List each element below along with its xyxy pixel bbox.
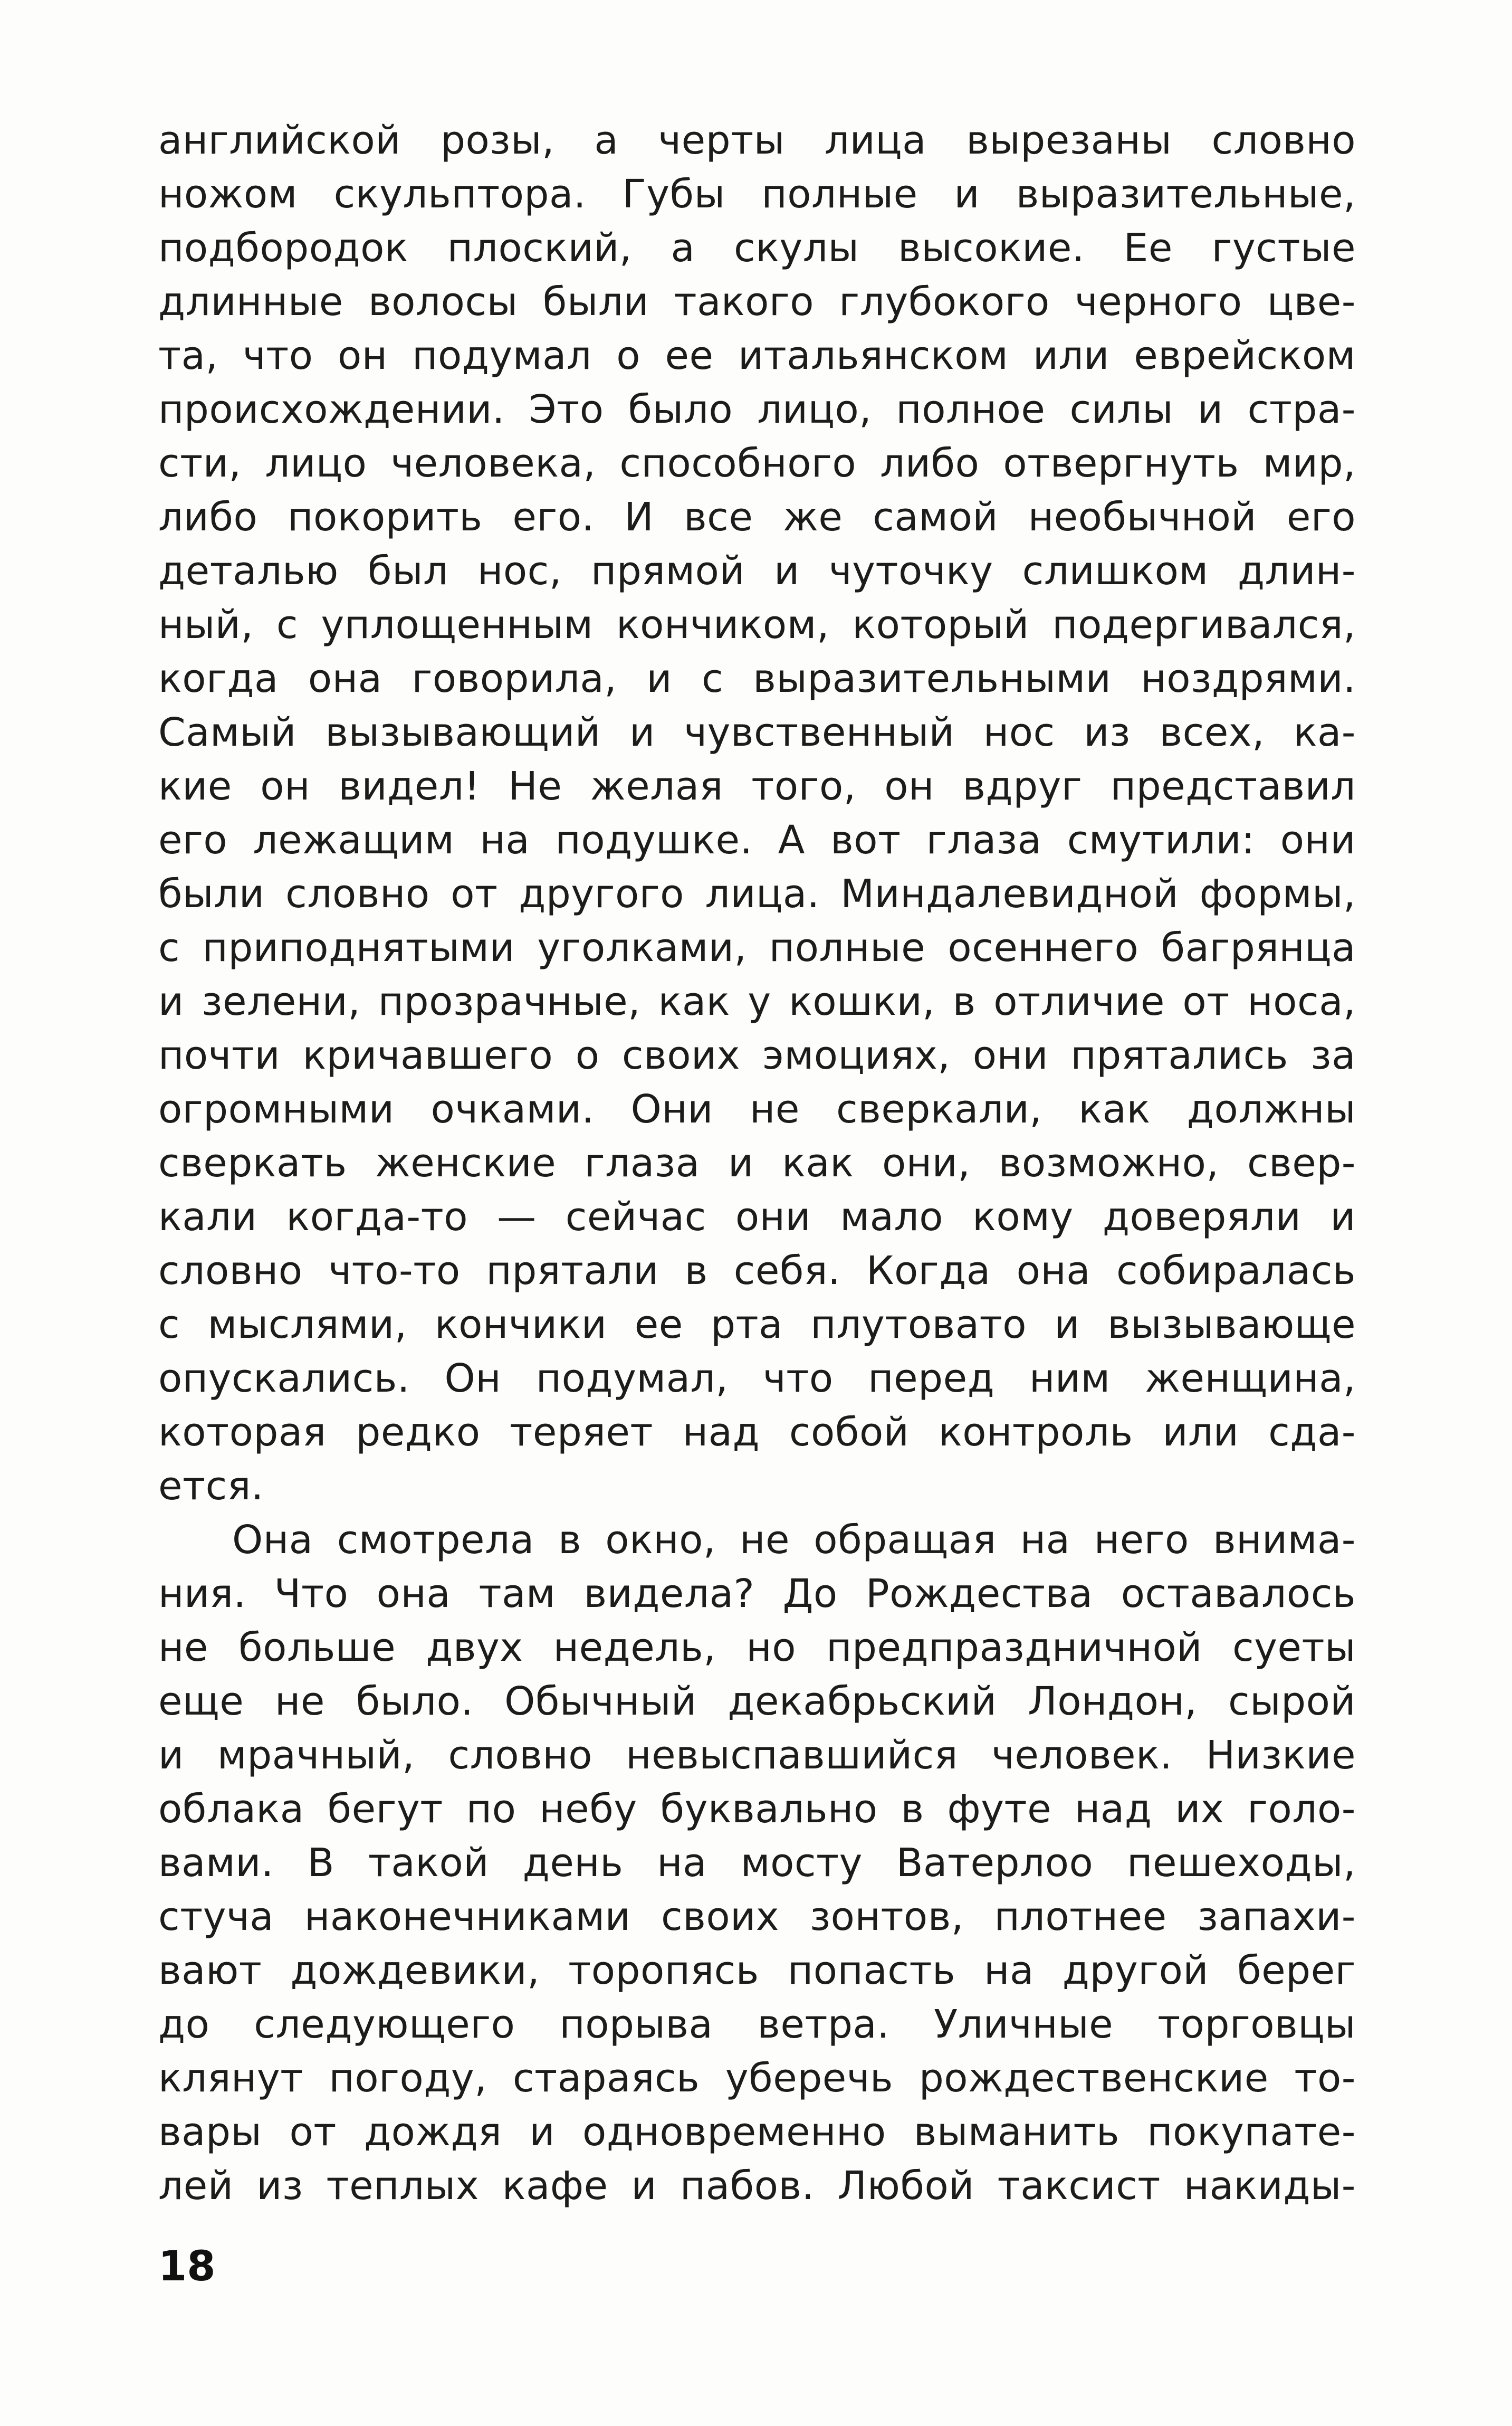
text-line: кали когда-то — сейчас они мало кому доверяли и	[158, 1194, 1356, 1240]
text-line: ножом скульптора. Губы полные и выразительные,	[158, 172, 1356, 217]
text-line: английской розы, а черты лица вырезаны словно	[158, 118, 1356, 163]
text-line: и мрачный, словно невыспавшийся человек. Низкие	[158, 1733, 1356, 1778]
text-line: и зелени, прозрачные, как у кошки, в отличие от носа,	[158, 979, 1356, 1024]
text-line: Она смотрела в окно, не обращая на него внима-	[232, 1517, 1356, 1563]
text-line: опускались. Он подумал, что перед ним женщина,	[158, 1356, 1356, 1401]
text-line: деталью был нос, прямой и чуточку слишком длин-	[158, 548, 1356, 594]
text-line: подбородок плоский, а скулы высокие. Ее густые	[158, 225, 1356, 271]
text-line: облака бегут по небу буквально в футе над их голо-	[158, 1786, 1356, 1832]
text-line: еще не было. Обычный декабрьский Лондон, сырой	[158, 1679, 1356, 1724]
text-line: вами. В такой день на мосту Ватерлоо пешеходы,	[158, 1840, 1356, 1886]
page-number: 18	[158, 2243, 216, 2290]
text-line: ния. Что она там видела? До Рождества оставалось	[158, 1571, 1356, 1616]
text-line: либо покорить его. И все же самой необычной его	[158, 494, 1356, 540]
text-line: сти, лицо человека, способного либо отвергнуть мир,	[158, 441, 1356, 486]
text-line: огромными очками. Они не сверкали, как должны	[158, 1087, 1356, 1132]
text-line: сверкать женские глаза и как они, возможно, свер-	[158, 1140, 1356, 1186]
text-line: вают дождевики, торопясь попасть на другой берег	[158, 1948, 1356, 1993]
text-line: ный, с уплощенным кончиком, который подергивался,	[158, 602, 1356, 648]
text-line: стуча наконечниками своих зонтов, плотнее запахи-	[158, 1894, 1356, 1939]
text-line: вары от дождя и одновременно выманить покупате-	[158, 2109, 1356, 2155]
text-line: кие он видел! Не желая того, он вдруг представил	[158, 764, 1356, 809]
paragraph-2	[158, 1513, 1356, 2213]
text-line: словно что-то прятали в себя. Когда она собиралась	[158, 1248, 1356, 1293]
text-line: Самый вызывающий и чувственный нос из всех, ка-	[158, 710, 1356, 755]
text-line: клянут погоду, стараясь уберечь рождественские то-	[158, 2056, 1356, 2101]
text-line: происхождении. Это было лицо, полное силы и стра-	[158, 387, 1356, 432]
text-line: которая редко теряет над собой контроль или сда-	[158, 1410, 1356, 1455]
text-line: длинные волосы были такого глубокого черного цве-	[158, 279, 1356, 325]
text-line: до следующего порыва ветра. Уличные торговцы	[158, 2002, 1356, 2047]
text-line: с приподнятыми уголками, полные осеннего багрянца	[158, 925, 1356, 971]
body-text	[158, 113, 1356, 2213]
text-line: лей из теплых кафе и пабов. Любой таксист накиды-	[158, 2163, 1356, 2209]
text-line: не больше двух недель, но предпраздничной суеты	[158, 1625, 1356, 1670]
text-line: были словно от другого лица. Миндалевидной формы,	[158, 871, 1356, 917]
text-line: та, что он подумал о ее итальянском или еврейском	[158, 333, 1356, 378]
text-line: когда она говорила, и с выразительными ноздрями.	[158, 656, 1356, 701]
text-line: ется.	[158, 1463, 264, 1509]
text-line: почти кричавшего о своих эмоциях, они прятались за	[158, 1033, 1356, 1078]
paragraph-1	[158, 113, 1356, 1513]
text-line: с мыслями, кончики ее рта плутовато и вызывающе	[158, 1302, 1356, 1347]
text-line: его лежащим на подушке. А вот глаза смутили: они	[158, 817, 1356, 863]
